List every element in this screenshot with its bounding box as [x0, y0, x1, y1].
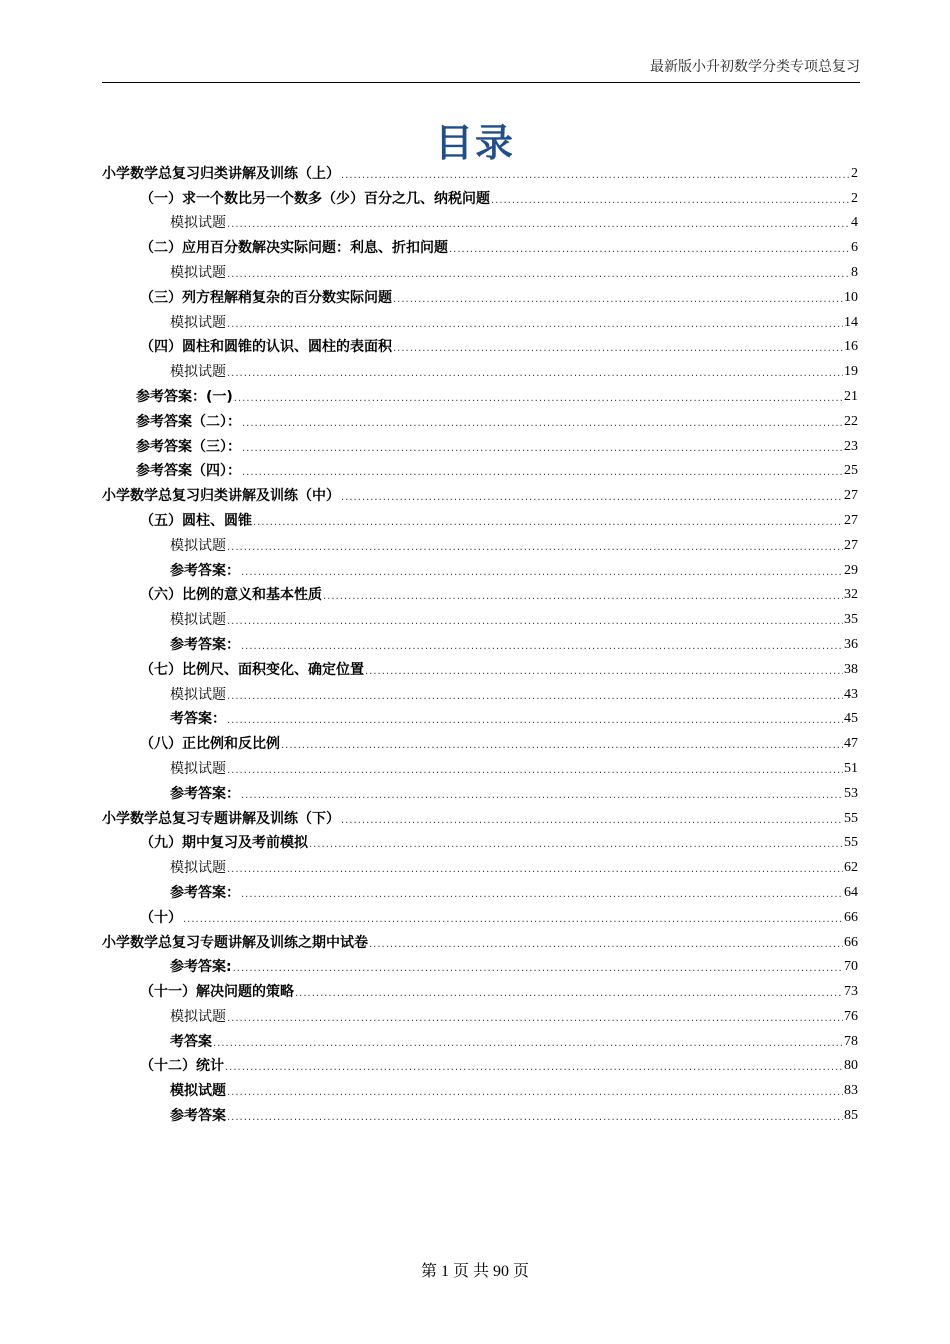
toc-entry-title: 小学数学总复习专题讲解及训练（下）	[102, 810, 340, 827]
toc-entry-title: 考答案	[170, 1033, 212, 1050]
toc-entry-title: 小学数学总复习归类讲解及训练（上）	[102, 165, 340, 182]
toc-entry[interactable]	[102, 654, 858, 679]
toc-leader-dots	[227, 541, 843, 555]
toc-leader-dots	[341, 169, 850, 183]
toc-leader-dots	[309, 838, 843, 852]
toc-leader-dots	[341, 814, 843, 828]
toc-entry-page: 8	[851, 264, 858, 280]
toc-entry-title: 模拟试题	[170, 264, 226, 281]
page-title: 目录	[434, 121, 515, 165]
toc-entry-title: （二）应用百分数解决实际问题：利息、折扣问题	[140, 240, 448, 257]
toc-entry-page: 19	[844, 364, 858, 380]
toc-entry-title: （六）比例的意义和基本性质	[140, 587, 322, 604]
toc-entry[interactable]	[102, 307, 858, 332]
toc-entry-page: 2	[851, 165, 858, 181]
toc-entry[interactable]	[102, 877, 858, 902]
toc-entry[interactable]	[102, 456, 858, 481]
toc-entry-page: 85	[844, 1108, 858, 1124]
toc-entry[interactable]	[102, 282, 858, 307]
toc-entry[interactable]	[102, 976, 858, 1001]
toc-entry-page: 6	[851, 240, 858, 256]
toc-entry-title: 参考答案：(一)	[136, 388, 233, 405]
toc-entry-page: 27	[844, 537, 858, 553]
toc-leader-dots	[341, 491, 843, 505]
toc-entry-page: 66	[844, 909, 858, 925]
toc-entry[interactable]	[102, 604, 858, 629]
toc-entry-title: 参考答案（三）：	[136, 438, 241, 455]
toc-entry[interactable]	[102, 728, 858, 753]
toc-leader-dots	[227, 764, 843, 778]
toc-entry-title: 模拟试题	[170, 1083, 226, 1100]
toc-leader-dots	[242, 442, 843, 456]
toc-entry-title: 参考答案	[170, 1108, 226, 1125]
toc-leader-dots	[227, 1086, 843, 1100]
page-footer: 第 1 页 共 90 页	[420, 1263, 529, 1280]
toc-leader-dots	[227, 218, 850, 232]
toc-entry-title: 模拟试题	[170, 860, 226, 877]
toc-entry[interactable]	[102, 580, 858, 605]
toc-entry-page: 51	[844, 760, 858, 776]
toc-leader-dots	[295, 987, 843, 1001]
toc-entry-page: 55	[844, 810, 858, 826]
toc-entry[interactable]	[102, 530, 858, 555]
toc-entry-page: 66	[844, 934, 858, 950]
toc-entry-title: 参考答案：	[170, 785, 240, 802]
toc-leader-dots	[253, 516, 843, 530]
toc-entry-title: （十一）解决问题的策略	[140, 984, 294, 1001]
toc-entry-page: 83	[844, 1083, 858, 1099]
toc-leader-dots	[225, 1061, 843, 1075]
toc-leader-dots	[393, 293, 843, 307]
toc-leader-dots	[491, 194, 850, 208]
toc-leader-dots	[227, 1111, 843, 1125]
toc-entry-page: 16	[844, 339, 858, 355]
toc-leader-dots	[449, 243, 850, 257]
toc-entry[interactable]	[102, 828, 858, 853]
toc-entry-page: 55	[844, 835, 858, 851]
toc-leader-dots	[183, 913, 843, 927]
toc-entry-title: 模拟试题	[170, 314, 226, 331]
toc-entry[interactable]	[102, 704, 858, 729]
toc-entry-page: 21	[844, 388, 858, 404]
toc-entry[interactable]	[102, 852, 858, 877]
toc-leader-dots	[227, 268, 850, 282]
page-header	[102, 56, 860, 83]
toc-entry-page: 23	[844, 438, 858, 454]
toc-leader-dots	[242, 466, 843, 480]
toc-entry-title: 参考答案：	[170, 884, 240, 901]
toc-entry[interactable]	[102, 505, 858, 530]
toc-entry-title: （五）圆柱、圆锥	[140, 512, 252, 529]
toc-leader-dots	[369, 938, 843, 952]
toc-entry-title: 模拟试题	[170, 364, 226, 381]
toc-entry-title: 模拟试题	[170, 215, 226, 232]
toc-entry-title: 模拟试题	[170, 760, 226, 777]
toc-entry-page: 36	[844, 636, 858, 652]
toc-entry-page: 10	[844, 289, 858, 305]
toc-entry-title: （一）求一个数比另一个数多（少）百分之几、纳税问题	[140, 190, 490, 207]
toc-entry-page: 32	[844, 587, 858, 603]
toc-leader-dots	[227, 367, 843, 381]
toc-entry[interactable]	[102, 208, 858, 233]
toc-leader-dots	[365, 665, 843, 679]
toc-entry-page: 43	[844, 686, 858, 702]
toc-leader-dots	[227, 863, 843, 877]
toc-leader-dots	[213, 1037, 843, 1051]
toc-entry-title: 参考答案（四）：	[136, 463, 241, 480]
toc-leader-dots	[227, 615, 843, 629]
toc-entry[interactable]	[102, 753, 858, 778]
toc-entry-page: 27	[844, 488, 858, 504]
toc-leader-dots	[241, 566, 843, 580]
toc-entry-title: （四）圆柱和圆锥的认识、圆柱的表面积	[140, 339, 392, 356]
toc-leader-dots	[241, 640, 843, 654]
toc-entry-page: 64	[844, 884, 858, 900]
toc-entry[interactable]	[102, 381, 858, 406]
toc-entry[interactable]	[102, 183, 858, 208]
toc-entry[interactable]	[102, 1001, 858, 1026]
toc-entry[interactable]	[102, 406, 858, 431]
toc-entry-page: 70	[844, 959, 858, 975]
toc-entry-title: 模拟试题	[170, 1008, 226, 1025]
toc-entry-page: 80	[844, 1058, 858, 1074]
toc-entry-title: 考答案：	[170, 711, 226, 728]
header-text: 最新版小升初数学分类专项总复习	[650, 59, 860, 75]
toc-entry[interactable]	[102, 555, 858, 580]
toc-leader-dots	[323, 590, 843, 604]
toc-entry-page: 45	[844, 711, 858, 727]
toc-entry-title: 小学数学总复习专题讲解及训练之期中试卷	[102, 934, 368, 951]
toc-entry-page: 4	[851, 215, 858, 231]
toc-entry-title: （十）	[140, 909, 182, 926]
toc-entry-title: 参考答案:	[170, 959, 232, 976]
toc-entry-page: 73	[844, 984, 858, 1000]
toc-entry-page: 35	[844, 612, 858, 628]
toc-entry[interactable]	[102, 431, 858, 456]
toc-entry[interactable]	[102, 927, 858, 952]
toc-entry[interactable]	[102, 902, 858, 927]
toc-entry-title: （九）期中复习及考前模拟	[140, 835, 308, 852]
toc-entry[interactable]	[102, 356, 858, 381]
toc-entry-page: 14	[844, 314, 858, 330]
toc-leader-dots	[233, 962, 843, 976]
toc-leader-dots	[227, 690, 843, 704]
toc-leader-dots	[281, 739, 843, 753]
toc-entry[interactable]	[102, 257, 858, 282]
toc-entry-title: 模拟试题	[170, 537, 226, 554]
toc-leader-dots	[234, 392, 843, 406]
toc-entry-page: 78	[844, 1033, 858, 1049]
toc-leader-dots	[242, 417, 843, 431]
toc-entry[interactable]	[102, 629, 858, 654]
toc-entry-page: 76	[844, 1008, 858, 1024]
toc-entry-title: 模拟试题	[170, 612, 226, 629]
toc-entry-page: 25	[844, 463, 858, 479]
toc-entry-page: 47	[844, 736, 858, 752]
toc-leader-dots	[241, 888, 843, 902]
toc-entry[interactable]	[102, 1075, 858, 1100]
toc-entry-title: 小学数学总复习归类讲解及训练（中）	[102, 488, 340, 505]
table-of-contents	[102, 158, 858, 1125]
toc-leader-dots	[241, 789, 843, 803]
toc-entry-page: 62	[844, 860, 858, 876]
toc-entry-title: 模拟试题	[170, 686, 226, 703]
toc-entry[interactable]	[102, 1100, 858, 1125]
toc-entry-title: （十二）统计	[140, 1058, 224, 1075]
toc-entry-title: （七）比例尺、面积变化、确定位置	[140, 661, 364, 678]
toc-entry-title: 参考答案（二）：	[136, 413, 241, 430]
toc-entry-page: 27	[844, 512, 858, 528]
toc-entry-title: （八）正比例和反比例	[140, 736, 280, 753]
toc-entry[interactable]	[102, 803, 858, 828]
toc-leader-dots	[227, 1012, 843, 1026]
toc-entry-title: 参考答案：	[170, 562, 240, 579]
toc-entry[interactable]	[102, 1026, 858, 1051]
toc-leader-dots	[227, 318, 843, 332]
toc-leader-dots	[227, 714, 843, 728]
toc-entry[interactable]	[102, 1051, 858, 1076]
toc-entry-title: （三）列方程解稍复杂的百分数实际问题	[140, 289, 392, 306]
toc-entry-page: 38	[844, 661, 858, 677]
toc-entry[interactable]	[102, 480, 858, 505]
toc-entry-page: 53	[844, 785, 858, 801]
toc-entry[interactable]	[102, 679, 858, 704]
toc-entry[interactable]	[102, 232, 858, 257]
toc-entry-title: 参考答案：	[170, 636, 240, 653]
toc-leader-dots	[393, 342, 843, 356]
toc-entry-page: 2	[851, 190, 858, 206]
toc-entry[interactable]	[102, 952, 858, 977]
toc-entry-page: 22	[844, 413, 858, 429]
toc-entry-page: 29	[844, 562, 858, 578]
toc-entry[interactable]	[102, 778, 858, 803]
toc-entry[interactable]	[102, 158, 858, 183]
toc-entry[interactable]	[102, 332, 858, 357]
